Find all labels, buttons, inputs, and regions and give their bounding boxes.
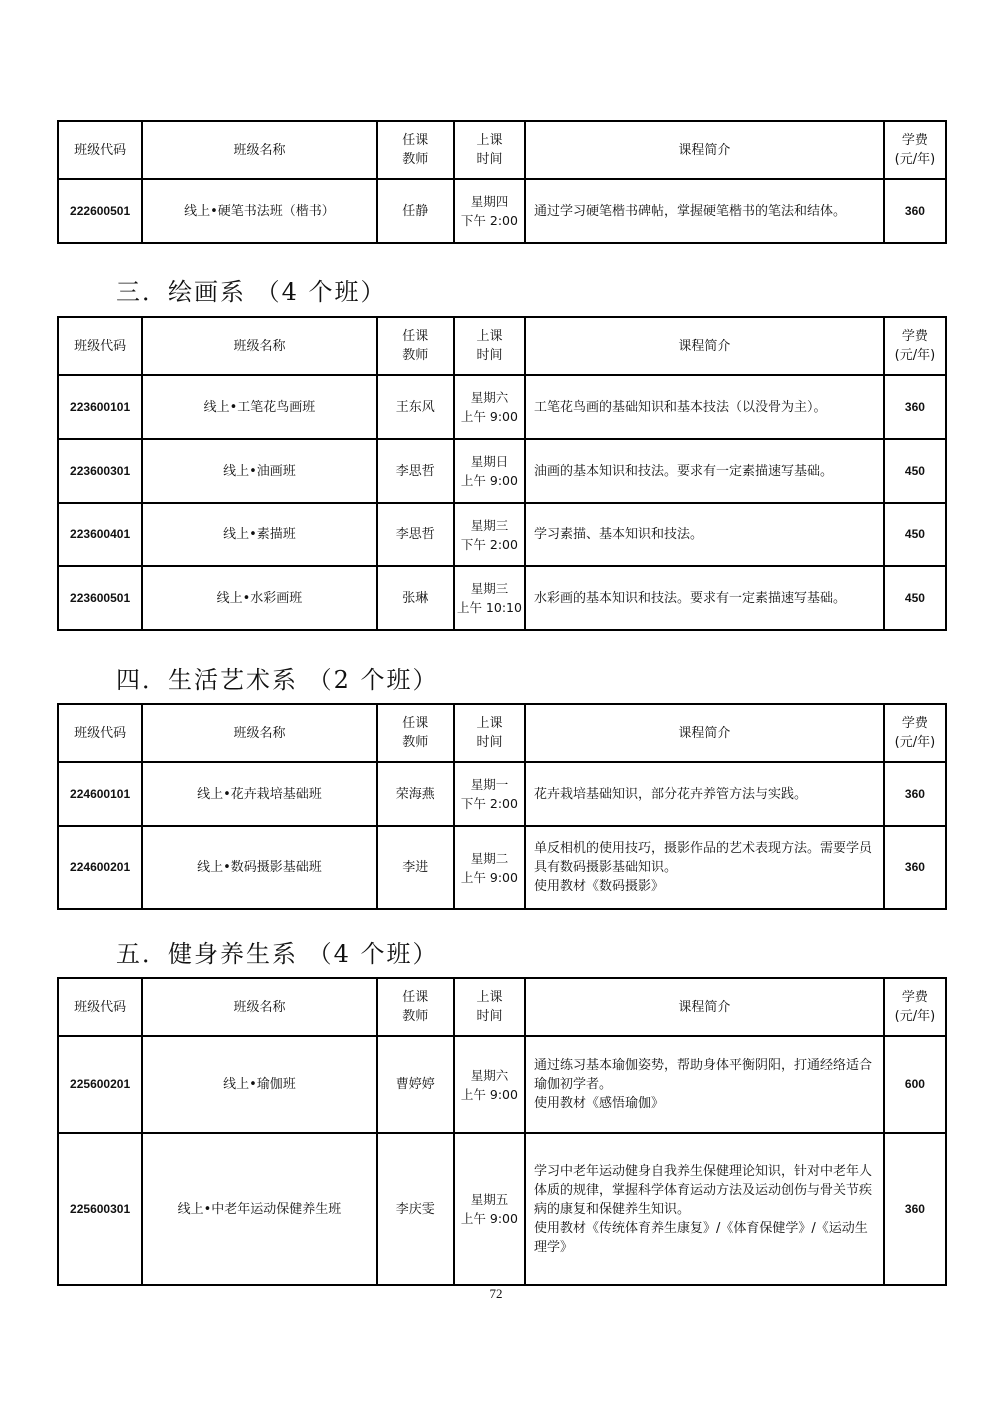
header-fee-line: 学费 [901,329,928,344]
class-time [454,762,525,826]
class-name: 线上•水彩画班 [142,566,377,630]
course-description [525,179,884,243]
section-title: 五．健身养生系 （4 个班） [116,940,439,968]
class-day: 星期六 [470,1067,509,1083]
teacher-name: 张琳 [377,566,454,630]
course-description [525,566,884,630]
class-name: 线上•数码摄影基础班 [142,826,377,909]
header-fee [884,317,946,375]
description-line: 水彩画的基本知识和技法。要求有一定素描速写基础。 [534,590,847,606]
class-name: 线上•硬笔书法班（楷书） [142,179,377,243]
description-line: 油画的基本知识和技法。要求有一定素描速写基础。 [534,463,834,479]
header-teacher-line: 教师 [402,348,429,363]
class-day: 星期五 [470,1192,509,1207]
header-time-line: 时间 [476,1009,503,1024]
header-time-line: 时间 [476,152,503,167]
header-row [58,317,946,375]
tuition-fee: 450 [884,439,946,503]
class-day: 星期日 [470,454,509,469]
header-code: 班级代码 [58,704,142,762]
class-code: 223600401 [58,503,142,566]
class-time [454,503,525,566]
header-teacher [377,978,454,1036]
header-teacher-line: 教师 [402,1009,429,1024]
description-line: 单反相机的使用技巧，摄影作品的艺术表现方法。需要学员具有数码摄影基础知识。 [534,841,873,875]
header-code: 班级代码 [58,121,142,179]
class-day: 星期一 [470,777,509,792]
description-line: 使用教材《感悟瑜伽》 [534,1096,665,1111]
class-time [454,826,525,909]
description-line: 通过学习硬笔楷书碑帖，掌握硬笔楷书的笔法和结体。 [534,203,847,219]
header-desc: 课程简介 [525,978,884,1036]
class-clock: 上午 9:00 [460,473,518,488]
header-teacher-line: 任课 [402,990,429,1005]
header-fee-line: (元/年) [894,348,936,363]
description-line: 工笔花鸟画的基础知识和基本技法（以没骨为主）。 [534,399,827,415]
description-line: 学习中老年运动健身自我养生保健理论知识，针对中老年人体质的规律，掌握科学体育运动方法及运动创伤与骨关节疾病的康复和保健养生知识。 [534,1163,873,1217]
class-time [454,375,525,439]
header-time-line: 时间 [476,735,503,750]
course-description [525,375,884,439]
header-time-line: 时间 [476,348,503,363]
class-code: 225600201 [58,1036,142,1133]
class-clock: 下午 2:00 [460,536,518,552]
class-code: 222600501 [58,179,142,243]
header-fee [884,121,946,179]
section-title: 四．生活艺术系 （2 个班） [116,666,439,694]
teacher-name: 李庆雯 [377,1133,454,1285]
course-table [57,120,947,244]
class-day: 星期三 [470,517,509,533]
class-clock: 下午 2:00 [460,796,518,811]
class-clock: 上午 9:00 [460,1211,518,1226]
class-time [454,179,525,243]
course-description [525,762,884,826]
header-name: 班级名称 [142,978,377,1036]
teacher-name: 曹婷婷 [377,1036,454,1133]
header-row [58,121,946,179]
tuition-fee: 600 [884,1036,946,1133]
tuition-fee: 450 [884,503,946,566]
table-row [58,503,946,566]
header-time [454,121,525,179]
header-time-line: 上课 [476,133,503,148]
header-code: 班级代码 [58,317,142,375]
class-clock: 上午 9:00 [460,1086,518,1102]
class-day: 星期三 [470,581,509,596]
class-name: 线上•花卉栽培基础班 [142,762,377,826]
description-line: 学习素描、基本知识和技法。 [534,527,704,542]
header-desc: 课程简介 [525,317,884,375]
header-teacher-line: 任课 [402,716,429,731]
tuition-fee: 360 [884,826,946,909]
header-code: 班级代码 [58,978,142,1036]
course-table [57,703,947,910]
section-title: 三．绘画系 （4 个班） [116,278,387,306]
description-line: 使用教材《数码摄影》 [534,879,665,894]
course-description [525,826,884,909]
teacher-name: 李思哲 [377,503,454,566]
header-desc: 课程简介 [525,704,884,762]
class-code: 223600301 [58,439,142,503]
header-fee-line: (元/年) [894,735,936,750]
table-row [58,439,946,503]
course-description [525,1036,884,1133]
course-description [525,1133,884,1285]
header-time [454,317,525,375]
header-name: 班级名称 [142,317,377,375]
class-code: 223600101 [58,375,142,439]
page-number: 72 [489,1286,503,1301]
table-row [58,826,946,909]
table-row [58,1133,946,1285]
class-day: 星期四 [470,194,509,209]
class-clock: 上午 9:00 [460,409,518,424]
header-time-line: 上课 [476,990,503,1005]
course-table [57,977,947,1286]
header-teacher-line: 任课 [402,329,429,344]
course-description [525,503,884,566]
table-row [58,566,946,630]
header-teacher-line: 教师 [402,735,429,750]
class-name: 线上•素描班 [142,503,377,566]
course-description [525,439,884,503]
tuition-fee: 360 [884,1133,946,1285]
header-time [454,978,525,1036]
header-teacher [377,704,454,762]
header-teacher-line: 教师 [402,152,429,167]
tuition-fee: 360 [884,375,946,439]
header-fee-line: (元/年) [894,152,936,167]
class-code: 224600101 [58,762,142,826]
teacher-name: 王东风 [377,375,454,439]
class-clock: 上午 10:10 [456,600,522,615]
class-name: 线上•瑜伽班 [142,1036,377,1133]
table-row [58,179,946,243]
teacher-name: 李思哲 [377,439,454,503]
class-name: 线上•工笔花鸟画班 [142,375,377,439]
header-time-line: 上课 [476,716,503,731]
teacher-name: 李进 [377,826,454,909]
class-name: 线上•中老年运动保健养生班 [142,1133,377,1285]
header-fee [884,978,946,1036]
header-teacher [377,317,454,375]
class-code: 223600501 [58,566,142,630]
header-desc: 课程简介 [525,121,884,179]
table-row [58,762,946,826]
description-line: 花卉栽培基础知识，部分花卉养管方法与实践。 [534,786,808,802]
class-time [454,1036,525,1133]
teacher-name: 荣海燕 [377,762,454,826]
header-row [58,978,946,1036]
table-row [58,375,946,439]
class-name: 线上•油画班 [142,439,377,503]
class-code: 225600301 [58,1133,142,1285]
table-row [58,1036,946,1133]
header-teacher [377,121,454,179]
header-fee-line: 学费 [901,716,928,731]
tuition-fee: 360 [884,179,946,243]
header-fee-line: 学费 [901,990,928,1005]
class-day: 星期六 [470,390,509,405]
teacher-name: 任静 [377,179,454,243]
header-time-line: 上课 [476,329,503,344]
class-code: 224600201 [58,826,142,909]
class-time [454,566,525,630]
header-name: 班级名称 [142,121,377,179]
header-teacher-line: 任课 [402,133,429,148]
header-fee-line: (元/年) [894,1009,936,1024]
header-row [58,704,946,762]
class-clock: 上午 9:00 [460,869,518,885]
header-fee-line: 学费 [901,133,928,148]
class-day: 星期二 [470,850,509,866]
class-clock: 下午 2:00 [460,213,518,228]
class-time [454,439,525,503]
header-fee [884,704,946,762]
description-line: 使用教材《传统体育养生康复》/《体育保健学》/《运动生理学》 [534,1220,868,1255]
tuition-fee: 360 [884,762,946,826]
description-line: 通过练习基本瑜伽姿势，帮助身体平衡阴阳，打通经络适合瑜伽初学者。 [534,1058,873,1092]
header-name: 班级名称 [142,704,377,762]
course-table [57,316,947,631]
tuition-fee: 450 [884,566,946,630]
header-time [454,704,525,762]
class-time [454,1133,525,1285]
